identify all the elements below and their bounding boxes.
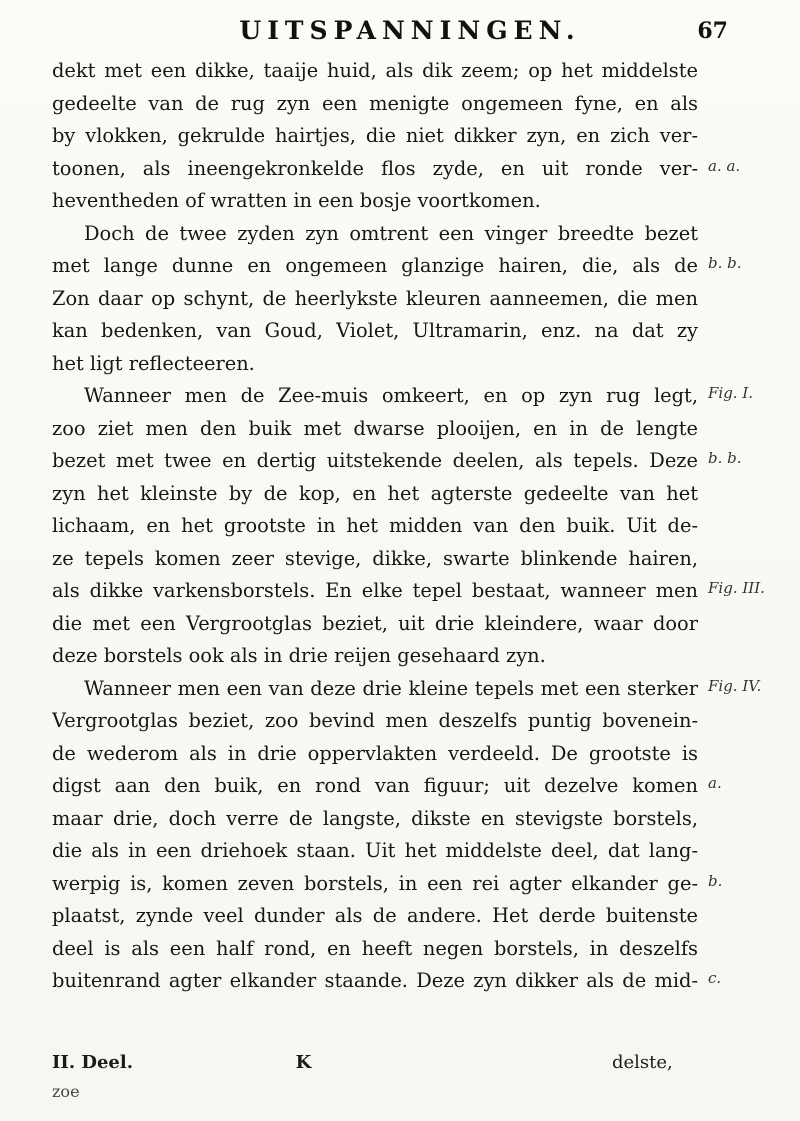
text-line: het ligt reflecteeren. bbox=[52, 351, 255, 375]
text-line: die als in een driehoek staan. Uit het middelste deel, dat lang- bbox=[52, 839, 698, 862]
text-line: maar drie, doch verre de langste, dikste en stevigste borstels, bbox=[52, 806, 698, 830]
text-line: Wanneer men de Zee-muis omkeert, en op zyn rug legt, bbox=[84, 384, 698, 407]
text-line: Doch de twee zyden zyn omtrent een vinger breedte bezet bbox=[84, 221, 698, 245]
text-line: de wederom als in drie oppervlakten verdeeld. De grootste is bbox=[52, 741, 698, 765]
text-line: Vergrootglas beziet, zoo bevind men deszelfs puntig bovenein- bbox=[52, 709, 698, 732]
margin-note: Fig. I. bbox=[708, 384, 754, 402]
body-text bbox=[52, 55, 698, 998]
signature-mark: K bbox=[295, 1052, 312, 1073]
catchword: delste, bbox=[612, 1052, 673, 1073]
margin-note: b. bbox=[708, 871, 723, 890]
text-line: deel is als een half rond, en heeft negen borstels, in deszelfs bbox=[52, 936, 698, 960]
margin-note: a. bbox=[708, 774, 722, 792]
text-line: dekt met een dikke, taaije huid, als dik zeem; op het middelste bbox=[52, 59, 698, 82]
footer-fragment: zoe bbox=[52, 1082, 80, 1101]
text-line: Wanneer men een van deze drie kleine tepels met een sterker bbox=[84, 676, 698, 700]
margin-note: b. b. bbox=[708, 449, 742, 467]
text-line: als dikke varkensborstels. En elke tepel bestaat, wanneer men bbox=[52, 579, 698, 602]
text-line: by vlokken, gekrulde hairtjes, die niet dikker zyn, en zich ver- bbox=[52, 124, 698, 147]
text-line: zyn het kleinste by de kop, en het agterste gedeelte van het bbox=[52, 481, 698, 505]
page-header bbox=[0, 16, 800, 50]
volume-signature: II. Deel. bbox=[52, 1052, 133, 1073]
text-line: plaatst, zynde veel dunder als de andere. Het derde buitenste bbox=[52, 904, 698, 927]
page-footer bbox=[52, 1052, 752, 1080]
text-line: lichaam, en het grootste in het midden van den buik. Uit de- bbox=[52, 514, 698, 537]
text-line: deze borstels ook als in drie reijen gesehaard zyn. bbox=[52, 644, 546, 667]
page-number: 67 bbox=[697, 18, 728, 44]
margin-note: Fig. III. bbox=[708, 579, 765, 597]
text-line: kan bedenken, van Goud, Violet, Ultramarin, enz. na dat zy bbox=[52, 319, 698, 342]
running-title: UITSPANNINGEN. bbox=[239, 16, 581, 45]
text-line: bezet met twee en dertig uitstekende deelen, als tepels. Deze bbox=[52, 449, 698, 472]
text-line: die met een Vergrootglas beziet, uit drie kleindere, waar door bbox=[52, 611, 698, 635]
text-line: Zon daar op schynt, de heerlykste kleuren aanneemen, die men bbox=[52, 286, 698, 310]
text-line: digst aan den buik, en rond van figuur; uit dezelve komen bbox=[52, 774, 698, 797]
text-line: toonen, als ineengekronkelde flos zyde, en uit ronde ver- bbox=[52, 156, 698, 180]
margin-note: c. bbox=[708, 969, 722, 987]
text-line: zoo ziet men den buik met dwarse plooijen, en in de lengte bbox=[52, 416, 698, 440]
margin-note: Fig. IV. bbox=[708, 676, 762, 695]
signature-line bbox=[52, 1052, 311, 1073]
text-line: buitenrand agter elkander staande. Deze zyn dikker als de mid- bbox=[52, 969, 698, 992]
margin-note: b. b. bbox=[708, 254, 742, 272]
text-line: gedeelte van de rug zyn een menigte ongemeen fyne, en als bbox=[52, 91, 698, 115]
text-line: ze tepels komen zeer stevige, dikke, swarte blinkende hairen, bbox=[52, 546, 698, 570]
text-line: heventheden of wratten in een bosje voortkomen. bbox=[52, 189, 541, 212]
text-line: met lange dunne en ongemeen glanzige hairen, die, als de bbox=[52, 254, 698, 277]
text-line: werpig is, komen zeven borstels, in een rei agter elkander ge- bbox=[52, 871, 698, 895]
margin-note: a. a. bbox=[708, 156, 741, 175]
